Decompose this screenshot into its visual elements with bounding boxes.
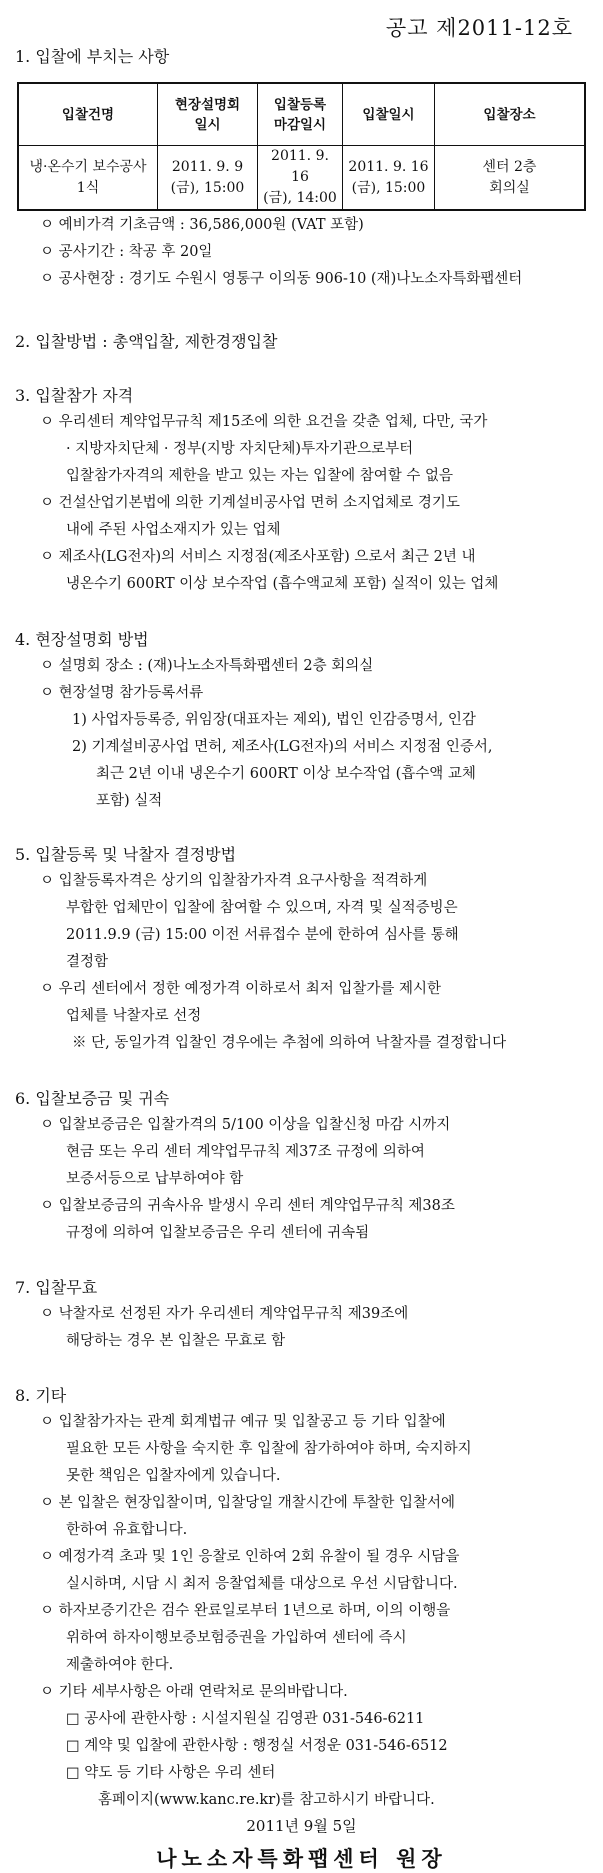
s8-line: 위하여 하자이행보증보험증권을 가입하여 센터에 즉시 — [66, 1630, 407, 1646]
cell-project-name: 냉·온수기 보수공사 1식 — [18, 146, 158, 211]
s8-line: 실시하며, 시담 시 최저 응찰업체를 대상으로 우선 시담합니다. — [66, 1576, 458, 1592]
contact-other: □ 약도 등 기타 사항은 우리 센터 — [66, 1765, 276, 1781]
homepage-reference: 홈페이지(www.kanc.re.kr)를 참고하시기 바랍니다. — [98, 1792, 435, 1808]
s5-note: ※ 단, 동일가격 입찰인 경우에는 추첨에 의하여 낙찰자를 결정합니다 — [72, 1035, 507, 1051]
cell-site-briefing: 2011. 9. 9 (금), 15:00 — [158, 146, 258, 211]
section-4-title: 4. 현장설명회 방법 — [15, 630, 149, 649]
s4-line: 2) 기계설비공사업 면허, 제조사(LG전자)의 서비스 지정점 인증서, — [72, 739, 493, 755]
s3-line: 냉온수기 600RT 이상 보수작업 (흡수액교체 포함) 실적이 있는 업체 — [66, 576, 499, 592]
bid-info-table — [17, 82, 586, 211]
s1-line: ㅇ 예비가격 기초금액 : 36,586,000원 (VAT 포함) — [40, 217, 364, 233]
s1-line: ㅇ 공사현장 : 경기도 수원시 영통구 이의동 906-10 (재)나노소자특화팹센터 — [40, 271, 523, 287]
s8-line: 못한 책임은 입찰자에게 있습니다. — [66, 1468, 281, 1484]
s4-line: ㅇ 현장설명 참가등록서류 — [40, 685, 204, 701]
s8-line: 한하여 유효합니다. — [66, 1522, 188, 1538]
s5-line: 결정함 — [66, 954, 109, 970]
s4-line: 1) 사업자등록증, 위임장(대표자는 제외), 법인 인감증명서, 인감 — [72, 712, 476, 728]
s8-line: ㅇ 본 입찰은 현장입찰이며, 입찰당일 개찰시간에 투찰한 입찰서에 — [40, 1495, 456, 1511]
section-1-title: 1. 입찰에 부치는 사항 — [15, 47, 170, 66]
s5-line: 2011.9.9 (금) 15:00 이전 서류접수 분에 한하여 심사를 통해 — [66, 927, 459, 943]
s7-line: 해당하는 경우 본 입찰은 무효로 함 — [66, 1333, 286, 1349]
s4-line: 포함) 실적 — [96, 793, 163, 809]
header-bid-date: 입찰일시 — [343, 83, 435, 146]
contact-contract: □ 계약 및 입찰에 관한사항 : 행정실 서정운 031-546-6512 — [66, 1738, 448, 1754]
signature: 나노소자특화팹센터 원장 — [156, 1846, 447, 1871]
s6-line: ㅇ 입찰보증금의 귀속사유 발생시 우리 센터 계약업무규칙 제38조 — [40, 1198, 455, 1214]
s8-line: ㅇ 하자보증기간은 검수 완료일로부터 1년으로 하며, 이의 이행을 — [40, 1603, 451, 1619]
section-6-title: 6. 입찰보증금 및 귀속 — [15, 1089, 170, 1108]
s6-line: 보증서등으로 납부하여야 함 — [66, 1171, 244, 1187]
section-8-title: 8. 기타 — [15, 1386, 67, 1405]
table-header-row — [18, 83, 585, 146]
s8-line: 제출하여야 한다. — [66, 1657, 174, 1673]
s4-line: 최근 2년 이내 냉온수기 600RT 이상 보수작업 (흡수액 교체 — [96, 766, 476, 782]
s8-line: ㅇ 입찰참가자는 관계 회계법규 예규 및 입찰공고 등 기타 입찰에 — [40, 1414, 446, 1430]
section-5-title: 5. 입찰등록 및 낙찰자 결정방법 — [15, 845, 237, 864]
contact-facility: □ 공사에 관한사항 : 시설지원실 김영관 031-546-6211 — [66, 1711, 425, 1727]
header-site-briefing: 현장설명회 일시 — [158, 83, 258, 146]
s3-line: ㅇ 건설산업기본법에 의한 기계설비공사업 면허 소지업체로 경기도 — [40, 495, 460, 511]
notice-number: 공고 제2011-12호 — [385, 16, 573, 40]
s3-line: ㅇ 제조사(LG전자)의 서비스 지정점(제조사포함) 으로서 최근 2년 내 — [40, 549, 476, 565]
s1-line: ㅇ 공사기간 : 착공 후 20일 — [40, 244, 213, 260]
s8-line: ㅇ 예정가격 초과 및 1인 응찰로 인하여 2회 유찰이 될 경우 시담을 — [40, 1549, 460, 1565]
s6-line: ㅇ 입찰보증금은 입찰가격의 5/100 이상을 입찰신청 마감 시까지 — [40, 1117, 451, 1133]
s3-line: ㅇ 우리센터 계약업무규칙 제15조에 의한 요건을 갖춘 업체, 다만, 국가 — [40, 414, 488, 430]
s8-line: 필요한 모든 사항을 숙지한 후 입찰에 참가하여야 하며, 숙지하지 — [66, 1441, 472, 1457]
s7-line: ㅇ 낙찰자로 선정된 자가 우리센터 계약업무규칙 제39조에 — [40, 1306, 409, 1322]
cell-bid-place: 센터 2층 회의실 — [435, 146, 586, 211]
header-bid-place: 입찰장소 — [435, 83, 586, 146]
s3-line: · 지방자치단체 · 정부(지방 자치단체)투자기관으로부터 — [66, 441, 414, 457]
s5-line: ㅇ 입찰등록자격은 상기의 입찰참가자격 요구사항을 적격하게 — [40, 873, 428, 889]
cell-bid-date: 2011. 9. 16 (금), 15:00 — [343, 146, 435, 211]
table-row — [18, 146, 585, 211]
header-registration-deadline: 입찰등록 마감일시 — [258, 83, 343, 146]
s4-line: ㅇ 설명회 장소 : (재)나노소자특화팹센터 2층 회의실 — [40, 658, 374, 674]
s6-line: 규정에 의하여 입찰보증금은 우리 센터에 귀속됨 — [66, 1225, 370, 1241]
s3-line: 내에 주된 사업소재지가 있는 업체 — [66, 522, 281, 538]
s3-line: 입찰참가자격의 제한을 받고 있는 자는 입찰에 참여할 수 없음 — [66, 468, 454, 484]
section-2-title: 2. 입찰방법 : 총액입찰, 제한경쟁입찰 — [15, 332, 278, 351]
cell-registration-deadline: 2011. 9. 16 (금), 14:00 — [258, 146, 343, 211]
header-project-name: 입찰건명 — [18, 83, 158, 146]
s5-line: 부합한 업체만이 입찰에 참여할 수 있으며, 자격 및 실적증빙은 — [66, 900, 458, 916]
notice-date: 2011년 9월 5일 — [246, 1817, 357, 1835]
s5-line: 업체를 낙찰자로 선정 — [66, 1008, 202, 1024]
s5-line: ㅇ 우리 센터에서 정한 예정가격 이하로서 최저 입찰가를 제시한 — [40, 981, 442, 997]
s8-line: ㅇ 기타 세부사항은 아래 연락처로 문의바랍니다. — [40, 1684, 348, 1700]
section-7-title: 7. 입찰무효 — [15, 1278, 98, 1297]
s6-line: 현금 또는 우리 센터 계약업무규칙 제37조 규정에 의하여 — [66, 1144, 425, 1160]
section-3-title: 3. 입찰참가 자격 — [15, 386, 134, 405]
